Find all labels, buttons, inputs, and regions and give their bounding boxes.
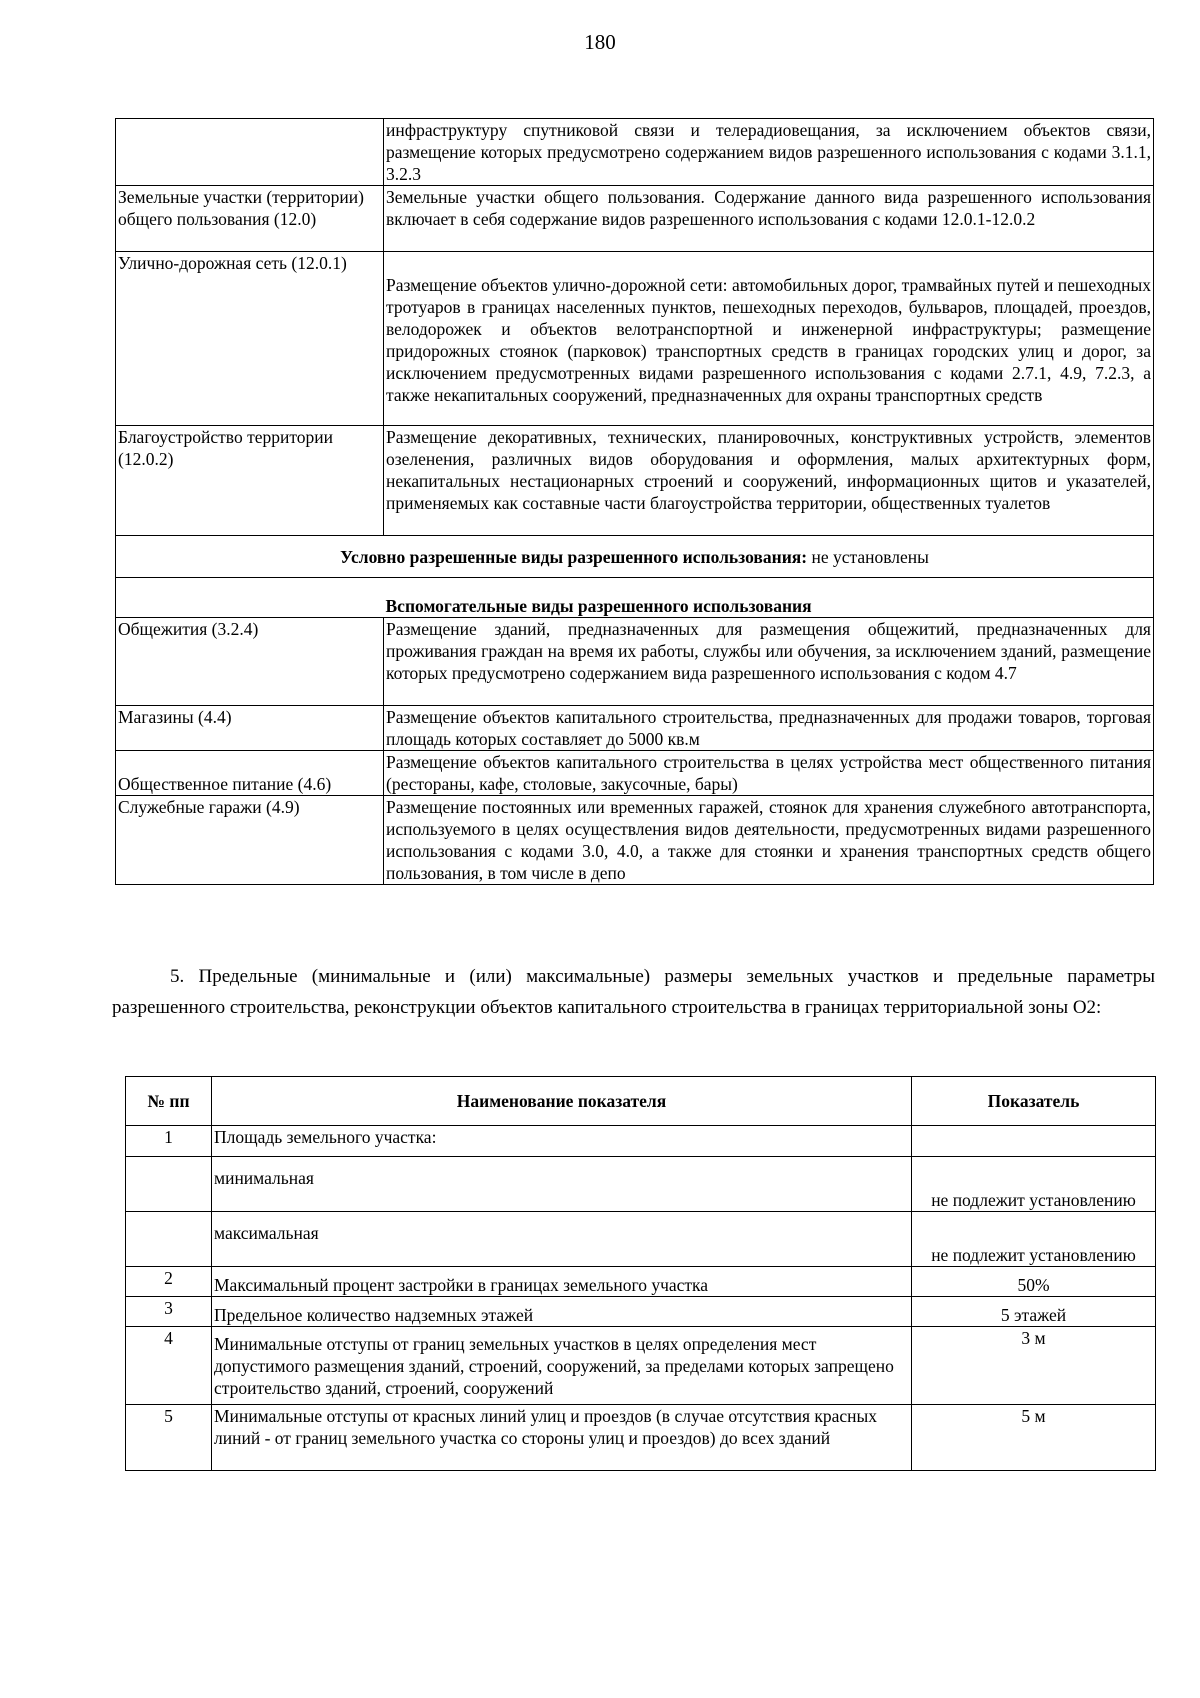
use-description-cell: Размещение зданий, предназначенных для размещения общежитий, предназначенных для проживания граждан на время их работы, службы или обучения, за исключением зданий, размещение которых предусмотрено содержанием вида разрешенного использования с кодом 4.7 [384,618,1154,706]
table-row [116,426,1154,536]
row-number [126,1212,212,1267]
indicator-value: не подлежит установлению [912,1157,1156,1212]
row-number: 4 [126,1327,212,1405]
section-paragraph: 5. Предельные (минимальные и (или) максимальные) размеры земельных участков и предельные параметры разрешенного строительства, реконструкции объектов капитального строительства в границах территориальной зоны О2: [112,966,1155,1018]
indicator-name: Предельное количество надземных этажей [212,1297,912,1327]
use-name-cell: Благоустройство территории (12.0.2) [116,426,384,536]
conditional-uses-heading: Условно разрешенные виды разрешенного использования: [340,546,808,567]
use-description-cell: Размещение декоративных, технических, планировочных, конструктивных устройств, элементов озеленения, различных видов оборудования и оформления, малых архитектурных форм, некапитальных нестационарных строений и сооружений, информационных щитов и указателей, применяемых как составные части благоустройства территории, общественных туалетов [384,426,1154,536]
table-row [126,1405,1156,1471]
conditional-uses-value: не установлены [807,546,929,567]
table-row [126,1157,1156,1212]
indicator-value [912,1126,1156,1157]
indicator-value: 5 этажей [912,1297,1156,1327]
use-name-cell: Общественное питание (4.6) [116,751,384,796]
table-row [126,1267,1156,1297]
indicator-name [212,1157,912,1212]
indicator-name-text: минимальная [214,1168,314,1188]
indicator-name [212,1212,912,1267]
row-number: 2 [126,1267,212,1297]
use-description-cell: Размещение объектов капитального строительства в целях устройства мест общественного питания (рестораны, кафе, столовые, закусочные, бары) [384,751,1154,796]
conditional-uses-row [116,536,1154,578]
parameters-table [125,1076,1156,1471]
table-row [116,618,1154,706]
use-description-cell: Размещение постоянных или временных гаражей, стоянок для хранения служебного автотранспорта, используемого в целях осуществления видов деятельности, предусмотренных видами разрешенного использования с кодами 3.0, 4.0, а также для стоянки и хранения транспортных средств общего пользования, в том числе в депо [384,796,1154,885]
indicator-value: 3 м [912,1327,1156,1405]
land-use-table [115,118,1154,885]
use-name-cell: Улично-дорожная сеть (12.0.1) [116,252,384,426]
indicator-value: 50% [912,1267,1156,1297]
use-description-text: Размещение объектов улично-дорожной сети: автомобильных дорог, трамвайных путей и пешеходных тротуаров в границах населенных пунктов, пешеходных переходов, бульваров, площадей, проездов, велодорожек и объектов велотранспортной и инженерной инфраструктуры; размещение придорожных стоянок (парковок) транспортных средств в границах городских улиц и дорог, за исключением предусмотренных видами разрешенного использования с кодами 2.7.1, 4.9, 7.2.3, а также некапитальных сооружений, предназначенных для охраны транспортных средств [386,275,1151,405]
column-header-number: № пп [126,1077,212,1126]
use-name-cell: Служебные гаражи (4.9) [116,796,384,885]
row-number [126,1157,212,1212]
empty-cell [116,578,384,618]
table-row [126,1327,1156,1405]
table-row [116,751,1154,796]
table-row [116,706,1154,751]
indicator-name [212,1327,912,1405]
indicator-name: Максимальный процент застройки в границах земельного участка [212,1267,912,1297]
use-description-cell: инфраструктуру спутниковой связи и телерадиовещания, за исключением объектов связи, размещение которых предусмотрено содержанием видов разрешенного использования с кодами 3.1.1, 3.2.3 [384,119,1154,186]
table-row [126,1126,1156,1157]
table-row [126,1297,1156,1327]
use-name-cell [116,119,384,186]
use-description-cell: Земельные участки общего пользования. Содержание данного вида разрешенного использования включает в себя содержание видов разрешенного использования с кодами 12.0.1-12.0.2 [384,186,1154,252]
use-name-cell: Общежития (3.2.4) [116,618,384,706]
indicator-name-text: Минимальные отступы от границ земельных участков в целях определения мест допустимого размещения зданий, строений, сооружений, за пределами которых запрещено строительство зданий, строений, сооружений [214,1334,894,1398]
row-number: 3 [126,1297,212,1327]
use-description-cell [384,252,1154,426]
indicator-name: Минимальные отступы от красных линий улиц и проездов (в случае отсутствия красных линий - от границ земельного участка со стороны улиц и проездов) до всех зданий [212,1405,912,1471]
use-name-cell: Магазины (4.4) [116,706,384,751]
column-header-value: Показатель [912,1077,1156,1126]
table-row [116,796,1154,885]
row-number: 5 [126,1405,212,1471]
indicator-value: не подлежит установлению [912,1212,1156,1267]
auxiliary-uses-row [116,578,1154,618]
indicator-name: Площадь земельного участка: [212,1126,912,1157]
table-row [126,1212,1156,1267]
use-description-cell: Размещение объектов капитального строительства, предназначенных для продажи товаров, торговая площадь которых составляет до 5000 кв.м [384,706,1154,751]
table-row [116,119,1154,186]
page-number: 180 [584,30,616,54]
indicator-value: 5 м [912,1405,1156,1471]
indicator-name-text: максимальная [214,1223,319,1243]
conditional-uses-cell [116,536,1154,578]
table-header-row [126,1077,1156,1126]
table-row [116,252,1154,426]
table-row [116,186,1154,252]
row-number: 1 [126,1126,212,1157]
auxiliary-uses-heading: Вспомогательные виды разрешенного использования [384,578,1154,618]
column-header-name: Наименование показателя [212,1077,912,1126]
use-name-cell: Земельные участки (территории) общего пользования (12.0) [116,186,384,252]
